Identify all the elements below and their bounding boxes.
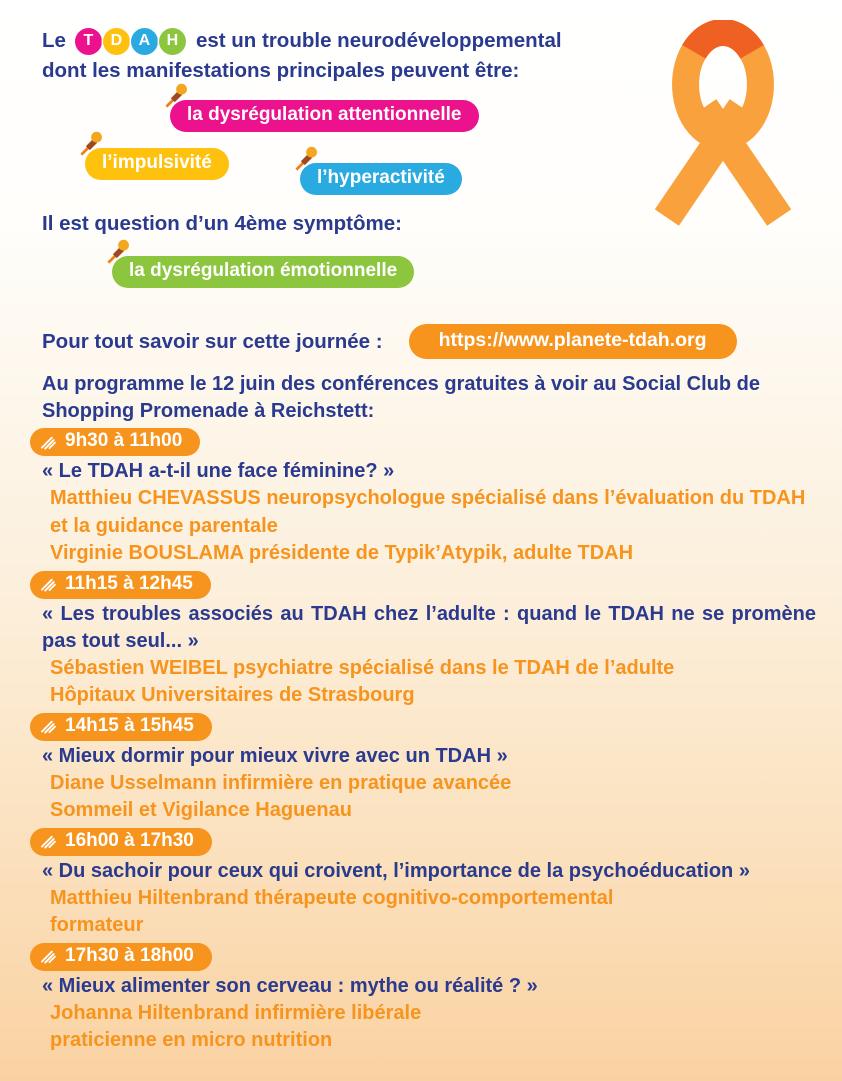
fourth-symptom-intro: Il est question d’un 4ème symptôme:: [42, 212, 402, 235]
session-title: « Mieux alimenter son cerveau : mythe ou réalité ? »: [42, 974, 538, 997]
session-time-label: 9h30 à 11h00: [65, 430, 183, 451]
pen-icon: [40, 947, 57, 964]
session-time-pill: [30, 828, 212, 856]
symptom-label: la dysrégulation émotionnelle: [129, 260, 398, 281]
session-block: [42, 711, 816, 825]
speaker-line: praticienne en micro nutrition: [50, 1029, 333, 1051]
session-time-pill: [30, 571, 211, 599]
tdah-logo: [75, 28, 187, 55]
pen-icon: [40, 717, 57, 734]
speaker-line: Johanna Hiltenbrand infirmière libérale: [50, 1001, 422, 1024]
logo-letter-H: H: [159, 28, 186, 55]
session-title: « Les troubles associés au TDAH chez l’adulte : quand le TDAH ne se promène pas tout seul... »: [42, 602, 816, 652]
speaker-line: Matthieu Hiltenbrand thérapeute cognitivo-comportemental: [50, 886, 614, 909]
pushpin-icon: [163, 83, 190, 110]
session-time-label: 14h15 à 15h45: [65, 714, 194, 736]
session-list: [42, 426, 816, 1055]
header-line2: dont les manifestations principales peuvent être:: [42, 59, 520, 82]
speaker-line: formateur: [50, 914, 144, 936]
program-section: [42, 371, 816, 1055]
pushpin-icon: [78, 131, 105, 158]
session-time-label: 17h30 à 18h00: [65, 944, 194, 966]
info-row: [42, 324, 812, 359]
speaker-line: Hôpitaux Universitaires de Strasbourg: [50, 684, 415, 706]
speaker-line: Matthieu CHEVASSUS neuropsychologue spécialisé dans l’évaluation du TDAH et la guidance parentale: [50, 487, 806, 537]
session-time-label: 16h00 à 17h30: [65, 829, 194, 851]
session-time-label: 11h15 à 12h45: [65, 572, 193, 594]
session-title: « Mieux dormir pour mieux vivre avec un TDAH »: [42, 744, 508, 767]
session-speakers: [42, 770, 816, 825]
symptom-pill-hyperactivity: [300, 163, 462, 195]
info-label: Pour tout savoir sur cette journée :: [42, 329, 383, 353]
logo-letter-D: D: [103, 28, 130, 55]
symptom-label: la dysrégulation attentionnelle: [187, 104, 462, 125]
session-speakers: [42, 885, 816, 940]
session-block: [42, 426, 816, 568]
symptom-pill-emotion: [112, 256, 414, 288]
pen-icon: [40, 832, 57, 849]
program-intro: Au programme le 12 juin des conférences gratuites à voir au Social Club de Shopping Promenade à Reichstett:: [42, 373, 760, 422]
logo-letter-A: A: [131, 28, 158, 55]
session-block: [42, 941, 816, 1055]
symptom-label: l’hyperactivité: [317, 167, 445, 188]
session-title: « Le TDAH a-t-il une face féminine? »: [42, 460, 395, 482]
pen-icon: [40, 433, 57, 450]
session-time-pill: [30, 713, 212, 741]
pushpin-icon: [293, 146, 320, 173]
session-title: « Du sachoir pour ceux qui croivent, l’importance de la psychoéducation »: [42, 859, 750, 882]
session-speakers: [42, 1000, 816, 1055]
header-line1: [42, 26, 812, 56]
session-block: [42, 569, 816, 710]
session-time-pill: [30, 943, 212, 971]
website-link[interactable]: https://www.planete-tdah.org: [409, 324, 737, 359]
header-prefix: Le: [42, 29, 66, 52]
session-block: [42, 826, 816, 940]
speaker-line: Diane Usselmann infirmière en pratique avancée: [50, 771, 512, 794]
logo-letter-T: T: [75, 28, 102, 55]
session-speakers: [42, 485, 816, 568]
fourth-symptom-area: [42, 236, 812, 322]
symptom-pill-impulsivity: [85, 148, 229, 180]
symptom-label: l’impulsivité: [102, 152, 212, 173]
session-time-pill: [30, 428, 200, 456]
header-line1-rest: est un trouble neurodéveloppemental: [195, 29, 562, 52]
speaker-line: Sommeil et Vigilance Haguenau: [50, 799, 352, 821]
symptom-pills-area: [42, 86, 812, 210]
symptom-pill-attention: [170, 100, 479, 132]
session-speakers: [42, 655, 816, 710]
pushpin-icon: [105, 239, 132, 266]
pen-icon: [40, 575, 57, 592]
speaker-line: Virginie BOUSLAMA présidente de Typik’Atypik, adulte TDAH: [50, 542, 634, 564]
speaker-line: Sébastien WEIBEL psychiatre spécialisé dans le TDAH de l’adulte: [50, 656, 675, 679]
